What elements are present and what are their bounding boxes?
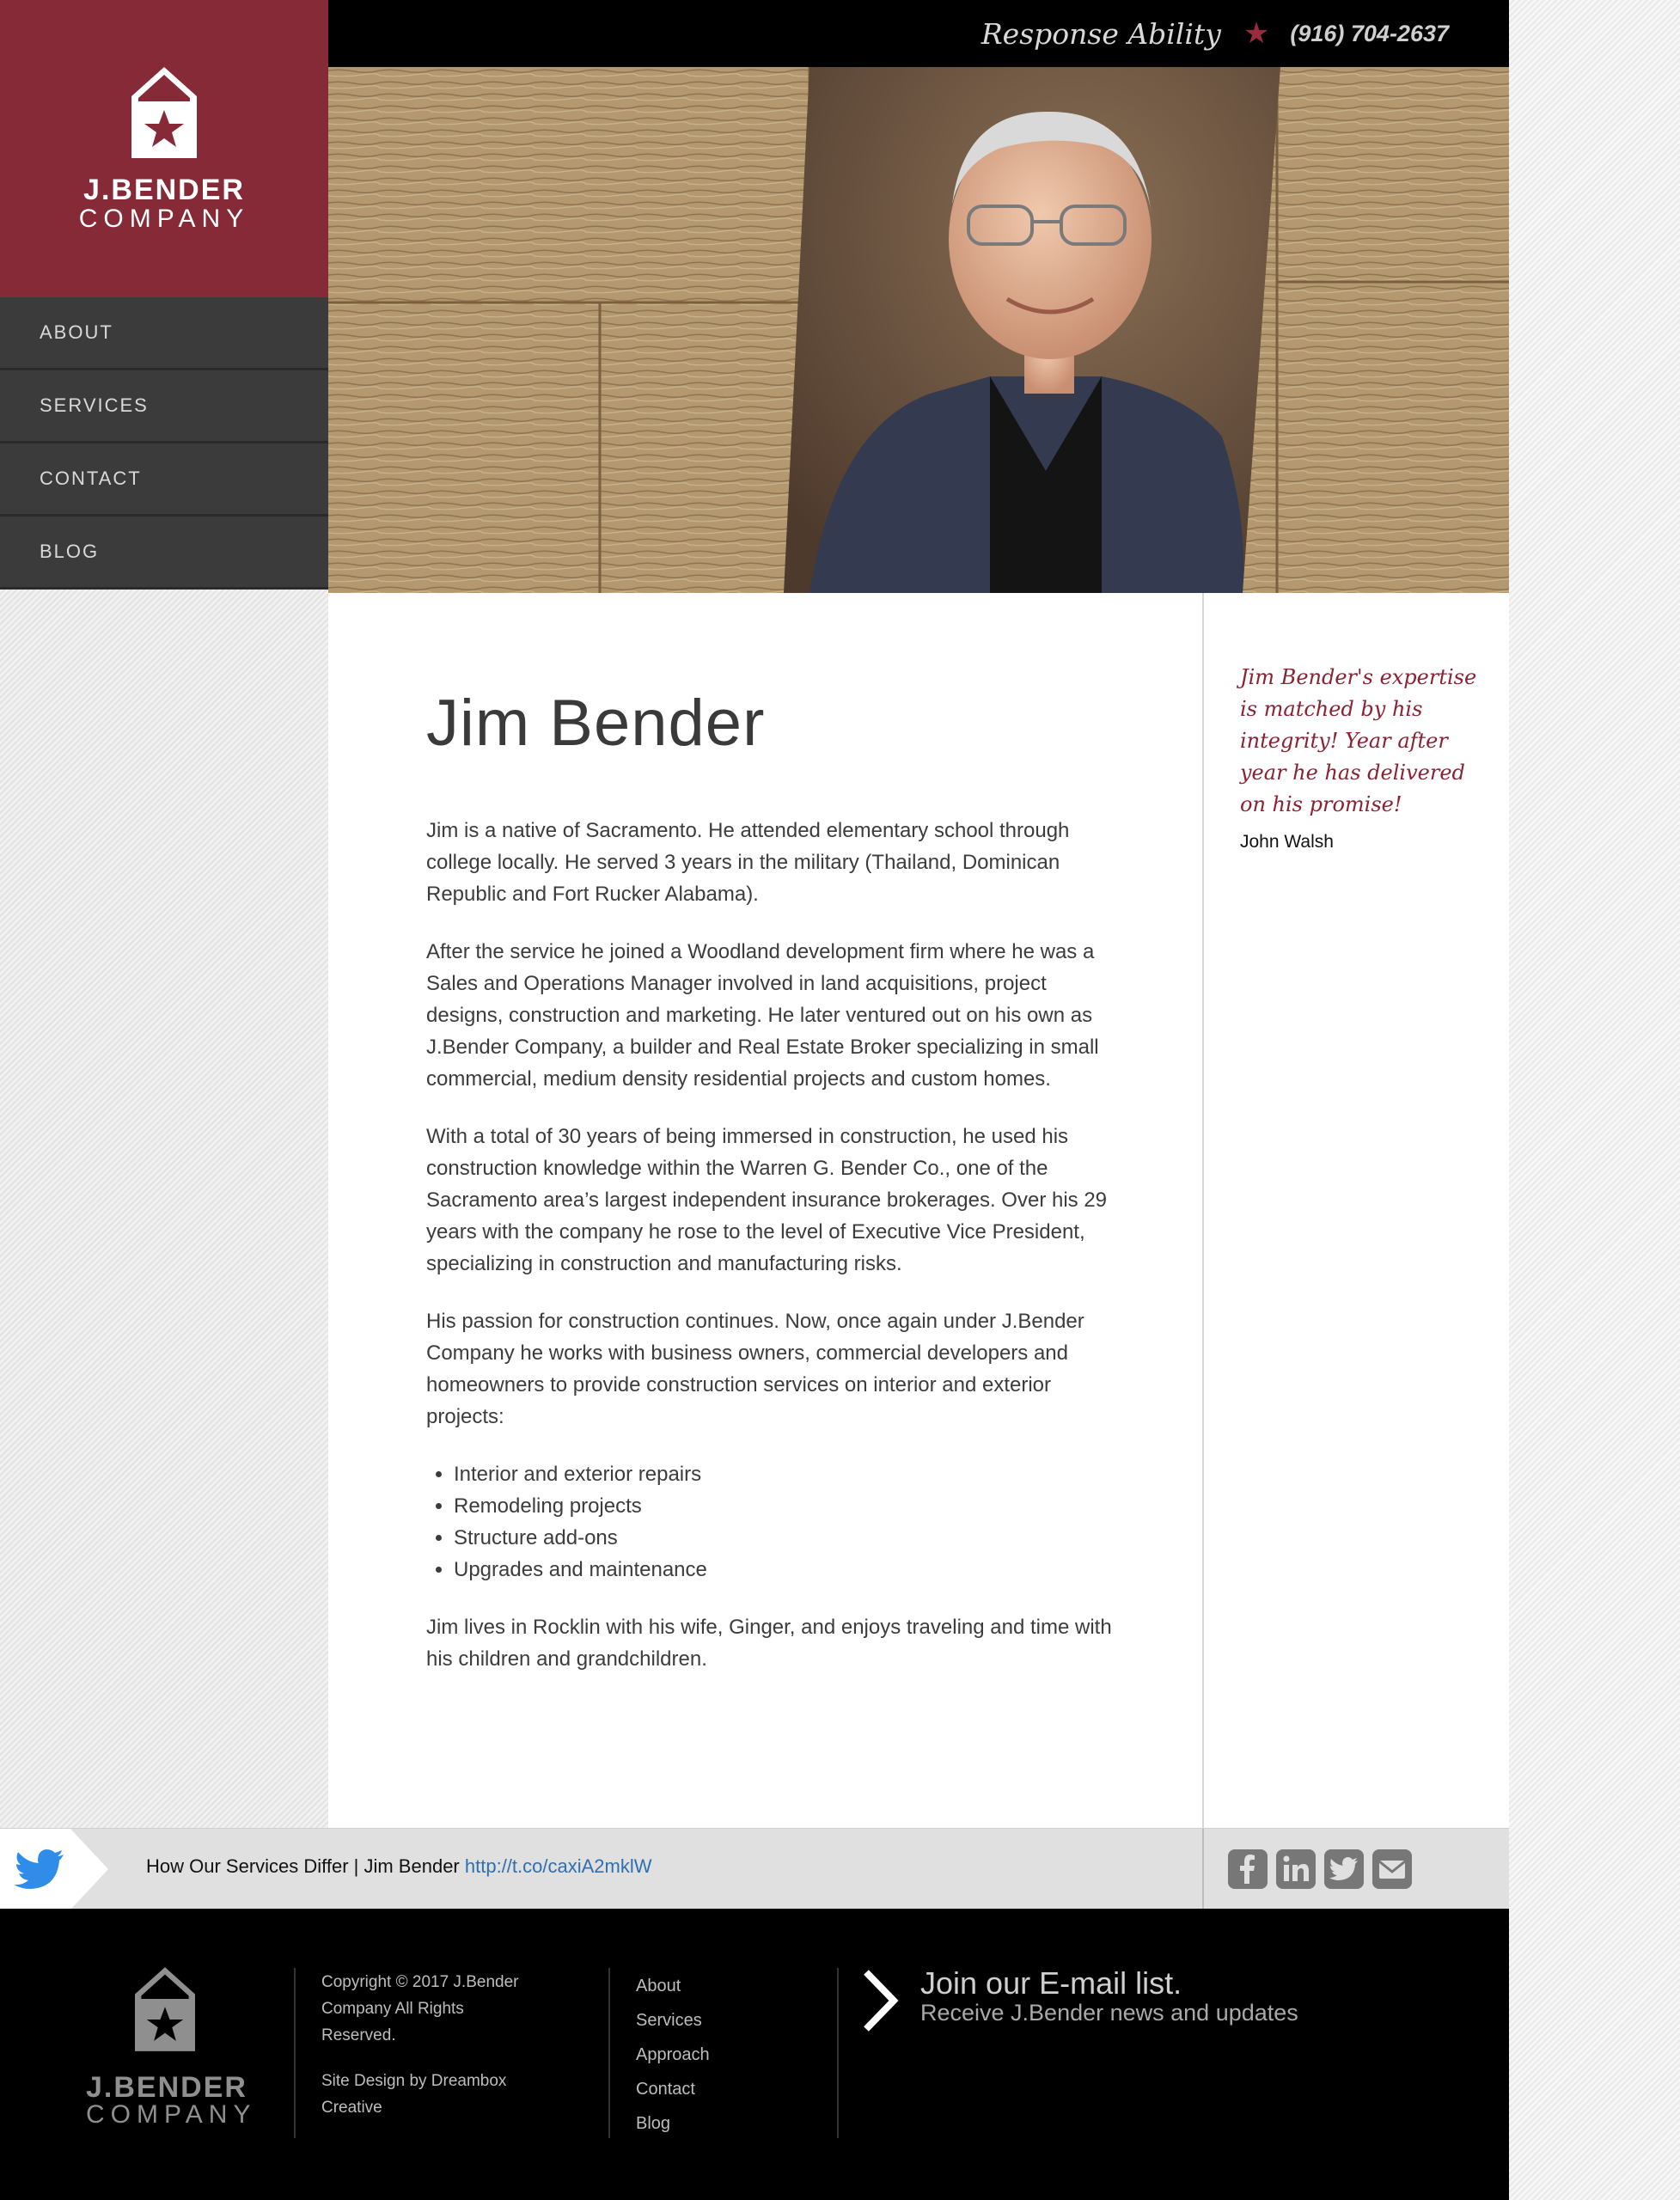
nav-item-about[interactable]: ABOUT [0, 297, 328, 370]
page-margin [1509, 0, 1680, 2200]
house-star-logo-icon [135, 1967, 195, 2051]
hero-image [328, 67, 1509, 593]
bio-paragraph: With a total of 30 years of being immersed in construction, he used his construction knowledge within the Warren G. Bender Co., one of the Sacramento area’s largest independent insurance brokerages. Over his 29 years with the company he rose to the level of Executive Vice President, specializing in construction and manufacturing risks. [426, 1125, 1108, 1275]
nav-item-services[interactable]: SERVICES [0, 370, 328, 443]
bio-paragraph: Jim is a native of Sacramento. He attended elementary school through college locally. He served 3 years in the military (Thailand, Dominican Republic and Fort Rucker Alabama). [426, 819, 1070, 906]
twitter-badge [0, 1829, 112, 1910]
twitter-bird-icon [14, 1849, 65, 1889]
linkedin-icon[interactable] [1276, 1849, 1316, 1889]
bio-paragraph: After the service he joined a Woodland development firm where he was a Sales and Operations Manager involved in land acquisitions, project designs, construction and marketing. He later ventured out on his own as J.Bender Company, a builder and Real Estate Broker specializing in small commercial, medium density residential projects and custom homes. [426, 940, 1099, 1091]
email-signup-subtitle: Receive J.Bender news and updates [920, 2000, 1298, 2026]
top-bar [328, 0, 1509, 67]
house-star-logo-icon [131, 67, 197, 158]
list-item: • Structure add-ons [454, 1522, 1114, 1554]
footer-link-blog[interactable]: Blog [636, 2114, 671, 2133]
email-signup-title[interactable]: Join our E-mail list. [920, 1965, 1182, 2001]
footer-link-approach[interactable]: Approach [636, 2045, 710, 2064]
brand-name: J.BENDER [83, 174, 245, 206]
social-links [1202, 1829, 1509, 1910]
twitter-icon[interactable] [1324, 1849, 1364, 1889]
footer-link-about[interactable]: About [636, 1977, 681, 1995]
design-credit[interactable]: Site Design by Dreambox Creative [321, 2072, 507, 2117]
testimonial-quote: Jim Bender's expertise is matched by his integrity! Year after year he has delivered on his promise! [1240, 665, 1477, 816]
page-title: Jim Bender [426, 687, 766, 760]
portrait-photo [328, 67, 1509, 593]
nav-item-blog[interactable]: BLOG [0, 516, 328, 590]
chevron-right-icon[interactable] [861, 1969, 899, 2032]
testimonial-author: John Walsh [1240, 832, 1334, 852]
footer-link-services[interactable]: Services [636, 2011, 702, 2030]
footer-divider [608, 1968, 610, 2138]
brand-sub: COMPANY [78, 205, 250, 233]
phone-number[interactable]: (916) 704-2637 [1290, 20, 1449, 46]
list-item: • Upgrades and maintenance [454, 1554, 1114, 1586]
tweet-message: How Our Services Differ | Jim Bender [146, 1855, 460, 1877]
bio-text [426, 815, 1114, 1701]
footer-divider [294, 1968, 296, 2138]
testimonial-sidebar [1202, 593, 1509, 1828]
tagline: Response Ability [981, 16, 1221, 51]
logo[interactable] [0, 0, 328, 297]
services-list [454, 1458, 1114, 1586]
footer-link-contact[interactable]: Contact [636, 2080, 695, 2099]
main-nav [0, 297, 328, 590]
nav-item-contact[interactable]: CONTACT [0, 443, 328, 516]
tweet-text [146, 1855, 652, 1878]
star-icon: ★ [1243, 17, 1270, 50]
email-icon[interactable] [1372, 1849, 1412, 1889]
twitter-feed-bar [0, 1828, 1509, 1909]
footer-brand-name: J.BENDER [86, 2071, 247, 2104]
bio-paragraph: Jim lives in Rocklin with his wife, Ginger, and enjoys traveling and time with his children and grandchildren. [426, 1616, 1112, 1671]
list-item: • Interior and exterior repairs [454, 1458, 1114, 1490]
footer-copyright-block [321, 1969, 519, 2121]
main-content [328, 593, 1202, 1828]
footer-logo[interactable] [86, 1967, 257, 2129]
tweet-link[interactable]: http://t.co/caxiA2mklW [464, 1855, 652, 1877]
footer-divider [837, 1968, 839, 2138]
footer-brand-sub: COMPANY [86, 2100, 257, 2129]
list-item: • Remodeling projects [454, 1490, 1114, 1522]
site-footer [0, 1909, 1509, 2200]
bio-paragraph: His passion for construction continues. Now, once again under J.Bender Company he works with business owners, commercial developers and homeowners to provide construction services on interior and exterior projects: [426, 1310, 1084, 1428]
footer-nav [636, 1969, 710, 2141]
facebook-icon[interactable] [1228, 1849, 1268, 1889]
copyright-text: Copyright © 2017 J.Bender Company All Rights Reserved. [321, 1973, 519, 2044]
